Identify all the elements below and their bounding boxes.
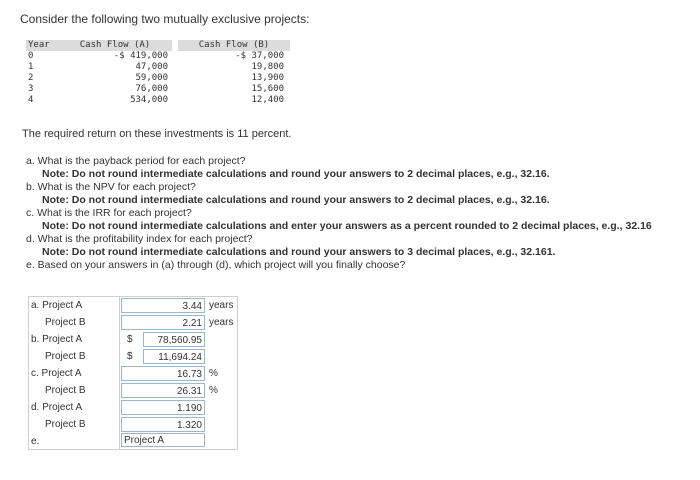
currency-symbol: $ <box>127 351 133 362</box>
answer-label: e. <box>31 436 40 447</box>
note-b: Note: Do not round intermediate calculations and round your answers to 2 decimal places, e.g., 32.16. <box>42 194 550 206</box>
year-cell: 4 <box>28 95 34 105</box>
answer-table <box>28 296 238 450</box>
answer-label: c. Project A <box>31 368 82 379</box>
cash-flow-a-cell: 76,000 <box>135 84 168 94</box>
note-d: Note: Do not round intermediate calculations and round your answers to 3 decimal places, e.g., 32.161. <box>42 246 556 258</box>
cash-flow-a-cell: 534,000 <box>130 95 168 105</box>
question-d: d. What is the profitability index for each project? <box>26 233 253 245</box>
cash-flow-b-cell: 13,900 <box>251 73 284 83</box>
payback-b-input[interactable]: 2.21 <box>121 315 205 330</box>
year-cell: 1 <box>28 62 34 72</box>
note-c: Note: Do not round intermediate calculations and enter your answers as a percent rounded to 2 decimal places, e.g., 32.16 <box>42 220 652 232</box>
currency-symbol: $ <box>127 334 133 345</box>
irr-b-input[interactable]: 26.31 <box>121 383 205 398</box>
pi-a-input[interactable]: 1.190 <box>121 400 205 415</box>
table-row <box>26 73 290 84</box>
answer-label: b. Project A <box>31 334 83 345</box>
unit-label: years <box>209 317 234 328</box>
project-choice-select[interactable]: Project A <box>121 433 205 447</box>
cash-flow-b-cell: 19,800 <box>251 62 284 72</box>
header-cash-flow-a: Cash Flow (A) <box>58 40 172 51</box>
question-a: a. What is the payback period for each project? <box>26 155 246 167</box>
header-year: Year <box>26 40 58 51</box>
table-row <box>26 84 290 95</box>
intro-text: Consider the following two mutually exclusive projects: <box>20 12 310 26</box>
note-a: Note: Do not round intermediate calculations and round your answers to 2 decimal places, e.g., 32.16. <box>42 168 550 180</box>
question-b: b. What is the NPV for each project? <box>26 181 196 193</box>
unit-label: years <box>209 300 234 311</box>
unit-label: % <box>209 385 218 396</box>
cash-flow-b-cell: 12,400 <box>251 95 284 105</box>
question-e: e. Based on your answers in (a) through (d), which project will you finally choose? <box>26 259 406 271</box>
cash-flow-table <box>26 40 290 106</box>
year-cell: 2 <box>28 73 34 83</box>
answer-label: Project B <box>45 317 86 328</box>
table-row <box>26 95 290 106</box>
question-c: c. What is the IRR for each project? <box>26 207 192 219</box>
npv-b-input[interactable]: 11,694.24 <box>143 349 205 364</box>
answer-label: d. Project A <box>31 402 83 413</box>
answer-label: Project B <box>45 385 86 396</box>
irr-a-input[interactable]: 16.73 <box>121 366 205 381</box>
answer-label: a. Project A <box>31 300 83 311</box>
npv-a-input[interactable]: 78,560.95 <box>143 332 205 347</box>
required-return-text: The required return on these investments is 11 percent. <box>22 128 292 140</box>
year-cell: 3 <box>28 84 34 94</box>
payback-a-input[interactable]: 3.44 <box>121 298 205 313</box>
answer-label: Project B <box>45 351 86 362</box>
questions-list <box>26 155 652 272</box>
answer-label: Project B <box>45 419 86 430</box>
cash-flow-a-cell: -$ 419,000 <box>113 51 168 61</box>
cash-flow-b-cell: -$ 37,000 <box>235 51 284 61</box>
table-row <box>26 62 290 73</box>
year-cell: 0 <box>28 51 34 61</box>
cash-flow-header <box>26 40 290 51</box>
cash-flow-a-cell: 59,000 <box>135 73 168 83</box>
cash-flow-b-cell: 15,600 <box>251 84 284 94</box>
cash-flow-a-cell: 47,000 <box>135 62 168 72</box>
pi-b-input[interactable]: 1.320 <box>121 417 205 432</box>
header-cash-flow-b: Cash Flow (B) <box>178 40 290 51</box>
table-row <box>26 51 290 62</box>
unit-label: % <box>209 368 218 379</box>
